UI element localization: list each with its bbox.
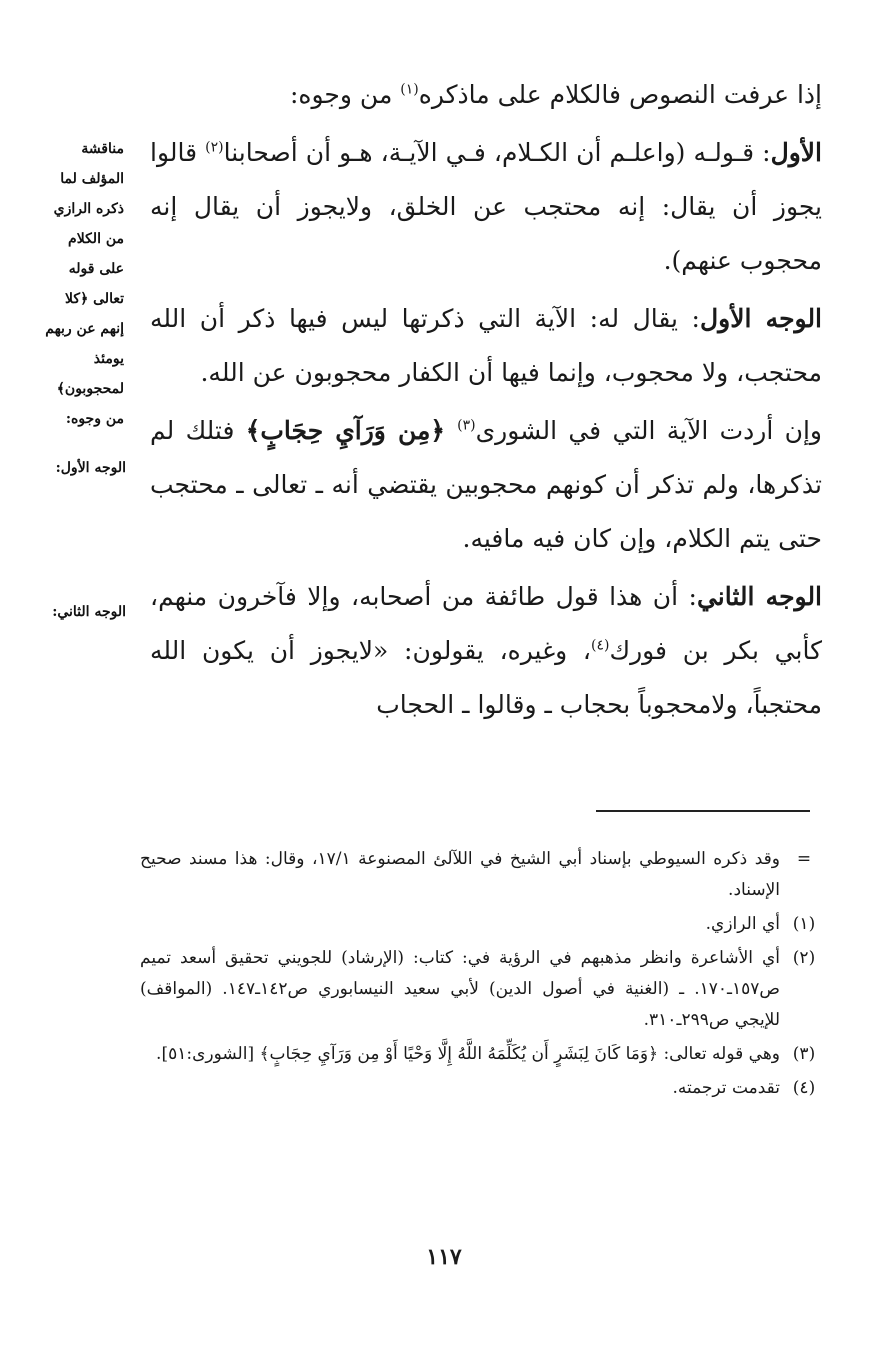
- paragraph-text: : أن هذا قول طائفة من أصحابه، وإلا فآخرون منهم، كأبي بكر بن فورك: [150, 582, 822, 665]
- paragraph-second-aspect: [150, 570, 822, 732]
- paragraph-text: : قـولـه (واعلـم أن الكـلام، فـي الآيـة، هـو أن أصحابنا: [223, 138, 771, 167]
- footnotes: [140, 844, 828, 1107]
- paragraph-text: قالوا يجوز أن يقال: إنه محتجب عن الخلق، ولايجوز أن يقال إنه محجوب عنهم).: [150, 138, 822, 275]
- footnote-ref-4: (٤): [591, 637, 610, 654]
- margin-note-discussion: مناقشة المؤلف لما ذكره الرازي من الكلام على قوله تعالى ﴿كلا إنهم عن ربهم يومئذ لمحجوبون﴾ من وجوه:: [45, 141, 124, 427]
- footnote: [140, 1073, 828, 1104]
- main-text: [150, 68, 822, 736]
- footnote-number: (٤): [792, 1078, 816, 1098]
- paragraph-lead: الوجه الثاني: [696, 582, 823, 611]
- page-number: ١١٧: [426, 1244, 462, 1270]
- footnote-ref-2: (٢): [205, 139, 224, 156]
- footnote-text: وهي قوله تعالى: ﴿وَمَا كَانَ لِبَشَرٍ أَن يُكَلِّمَهُ اللَّهُ إِلَّا وَحْيًا أَوْ مِن وَرَآيِ حِجَابٍ﴾ [الشورى:٥١].: [156, 1044, 780, 1064]
- footnote-number: =: [796, 849, 812, 869]
- footnote-number: (١): [792, 914, 816, 934]
- margin-note-second-aspect: الوجه الثاني:: [52, 604, 126, 620]
- footnote-text: وقد ذكره السيوطي بإسناد أبي الشيخ في اللآلئ المصنوعة ١٧/١، وقال: هذا مسند صحيح الإسناد.: [140, 849, 780, 900]
- footnote-text: أي الأشاعرة وانظر مذهبهم في الرؤية في: كتاب: (الإرشاد) للجويني تحقيق أسعد تميم ص١٥٧ـ١٧٠. ـ (الغنية في أصول الدين) لأبي سعيد النيسابوري ص١٤٢ـ١٤٧. (المواقف) للإيجي ص٢٩٩ـ٣١٠.: [140, 948, 780, 1030]
- intro-text: إذا عرفت النصوص فالكلام على ماذكره: [418, 80, 822, 109]
- footnote: [140, 909, 828, 940]
- footnote-separator: [596, 810, 810, 812]
- paragraph-text: وإن أردت الآية التي في الشورى: [475, 416, 822, 445]
- paragraph-shura: [150, 404, 822, 566]
- footnote-number: (٣): [792, 1044, 816, 1064]
- footnote: [140, 844, 828, 906]
- footnote-text: تقدمت ترجمته.: [672, 1078, 780, 1098]
- paragraph-lead: الأول: [770, 138, 823, 167]
- paragraph-first-aspect: [150, 292, 822, 400]
- intro-paragraph: [150, 68, 822, 122]
- paragraph-first: [150, 126, 822, 288]
- footnote-number: (٢): [792, 948, 816, 968]
- paragraph-lead: الوجه الأول: [699, 304, 823, 333]
- footnote-text: أي الرازي.: [705, 914, 780, 934]
- paragraph-text: : يقال له: الآية التي ذكرتها ليس فيها ذكر أن الله محتجب، ولا محجوب، وإنما فيها أن الكفار محجوبون عن الله.: [150, 304, 822, 387]
- intro-tail: من وجوه:: [290, 80, 401, 109]
- paragraph-text: ، وغيره، يقولون: «لايجوز أن يكون الله محتجباً، ولامحجوباً بحجاب ـ وقالوا ـ الحجاب: [150, 636, 822, 719]
- footnote: [140, 943, 828, 1036]
- paragraph-text: فتلك لم تذكرها، ولم تذكر أن كونهم محجوبين يقتضي أنه ـ تعالى ـ محتجب حتى يتم الكلام، وإن كان فيه مافيه.: [150, 416, 822, 553]
- footnote-ref-1: (١): [400, 81, 419, 98]
- footnote-ref-3: (٣): [457, 417, 476, 434]
- quran-quote: ﴿مِن وَرَآيِ حِجَابٍ﴾: [245, 416, 458, 445]
- margin-note-first-aspect: الوجه الأول:: [55, 460, 126, 476]
- footnote: [140, 1039, 828, 1070]
